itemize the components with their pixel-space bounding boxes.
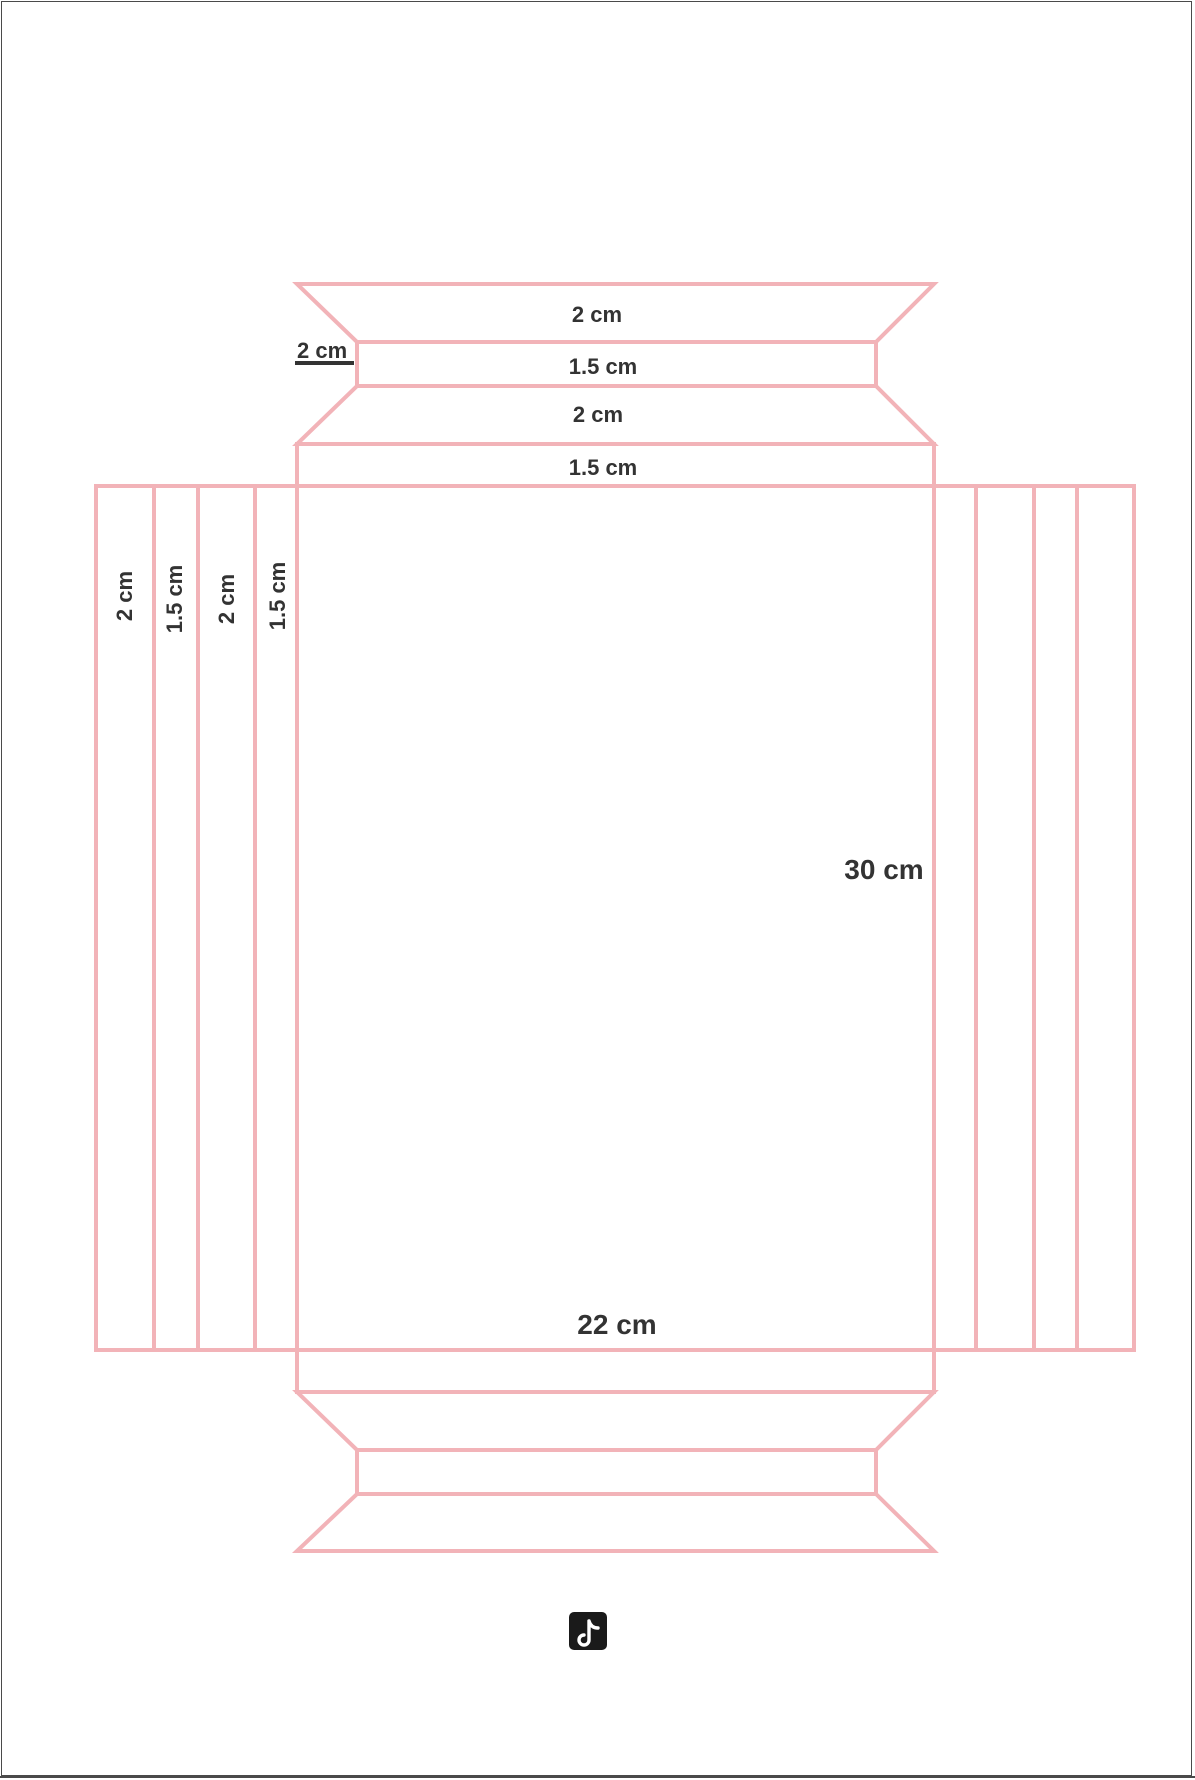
- bottom-strip: [297, 1350, 934, 1392]
- right-strip-2: [976, 486, 1034, 1350]
- label-top-band: 1.5 cm: [568, 354, 638, 379]
- bottom-inner-flap: [297, 1392, 934, 1450]
- right-strip-4: [1077, 486, 1134, 1350]
- label-top-flap-outer: 2 cm: [571, 302, 623, 327]
- right-strip-3: [1034, 486, 1077, 1350]
- label-height: 30 cm: [844, 854, 924, 885]
- main-panel: [297, 486, 934, 1350]
- label-width: 22 cm: [577, 1309, 657, 1340]
- page-bottom-edge: [0, 1776, 1195, 1778]
- tiktok-logo-icon: [569, 1612, 607, 1650]
- label-left-strip-1: 2 cm: [112, 570, 137, 622]
- label-left-strip-4: 1.5 cm: [265, 561, 290, 631]
- label-left-strip-3: 2 cm: [214, 573, 239, 625]
- label-top-flap-inner: 2 cm: [572, 402, 624, 427]
- bottom-band: [357, 1450, 876, 1494]
- right-strip-1: [934, 486, 976, 1350]
- label-side-note: 2 cm: [297, 338, 348, 363]
- label-left-strip-2: 1.5 cm: [162, 564, 187, 634]
- label-top-strip: 1.5 cm: [568, 455, 638, 480]
- bottom-outer-flap: [297, 1494, 934, 1551]
